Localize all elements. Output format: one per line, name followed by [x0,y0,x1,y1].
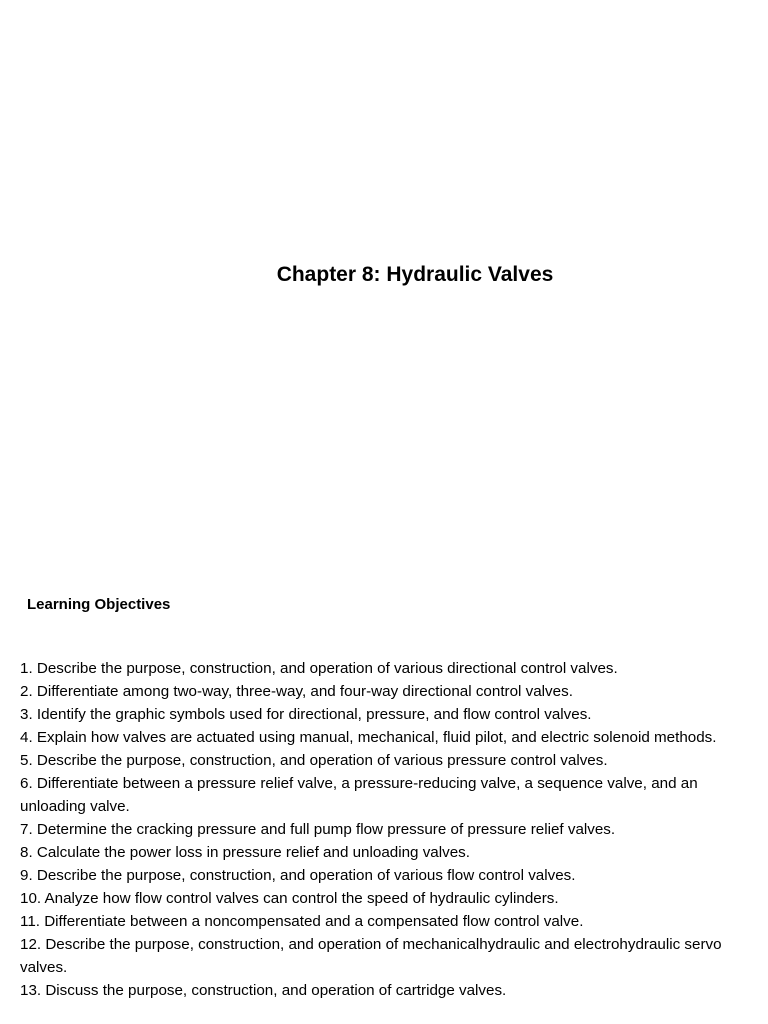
list-item: 3. Identify the graphic symbols used for directional, pressure, and flow control valves. [20,706,592,723]
list-item: 8. Calculate the power loss in pressure relief and unloading valves. [20,844,470,861]
list-item: 2. Differentiate among two-way, three-way, and four-way directional control valves. [20,683,573,700]
list-item: 13. Discuss the purpose, construction, and operation of cartridge valves. [20,982,507,999]
list-item: 4. Explain how valves are actuated using manual, mechanical, fluid pilot, and electric solenoid methods. [20,729,717,746]
list-item: 7. Determine the cracking pressure and full pump flow pressure of pressure relief valves. [20,821,616,838]
list-item: 11. Differentiate between a noncompensated and a compensated flow control valve. [20,913,584,930]
list-item: 1. Describe the purpose, construction, and operation of various directional control valves. [20,660,618,677]
objectives-list [20,657,760,1002]
list-item: 5. Describe the purpose, construction, and operation of various pressure control valves. [20,752,608,769]
list-item: 12. Describe the purpose, construction, and operation of mechanicalhydraulic and electrohydraulic servo valves. [20,936,722,976]
section-heading: Learning Objectives [27,596,171,613]
list-item: 6. Differentiate between a pressure relief valve, a pressure-reducing valve, a sequence valve, and an unloading valve. [20,775,698,815]
page-title: Chapter 8: Hydraulic Valves [276,263,554,286]
list-item: 9. Describe the purpose, construction, and operation of various flow control valves. [20,867,576,884]
list-item: 10. Analyze how flow control valves can control the speed of hydraulic cylinders. [20,890,559,907]
